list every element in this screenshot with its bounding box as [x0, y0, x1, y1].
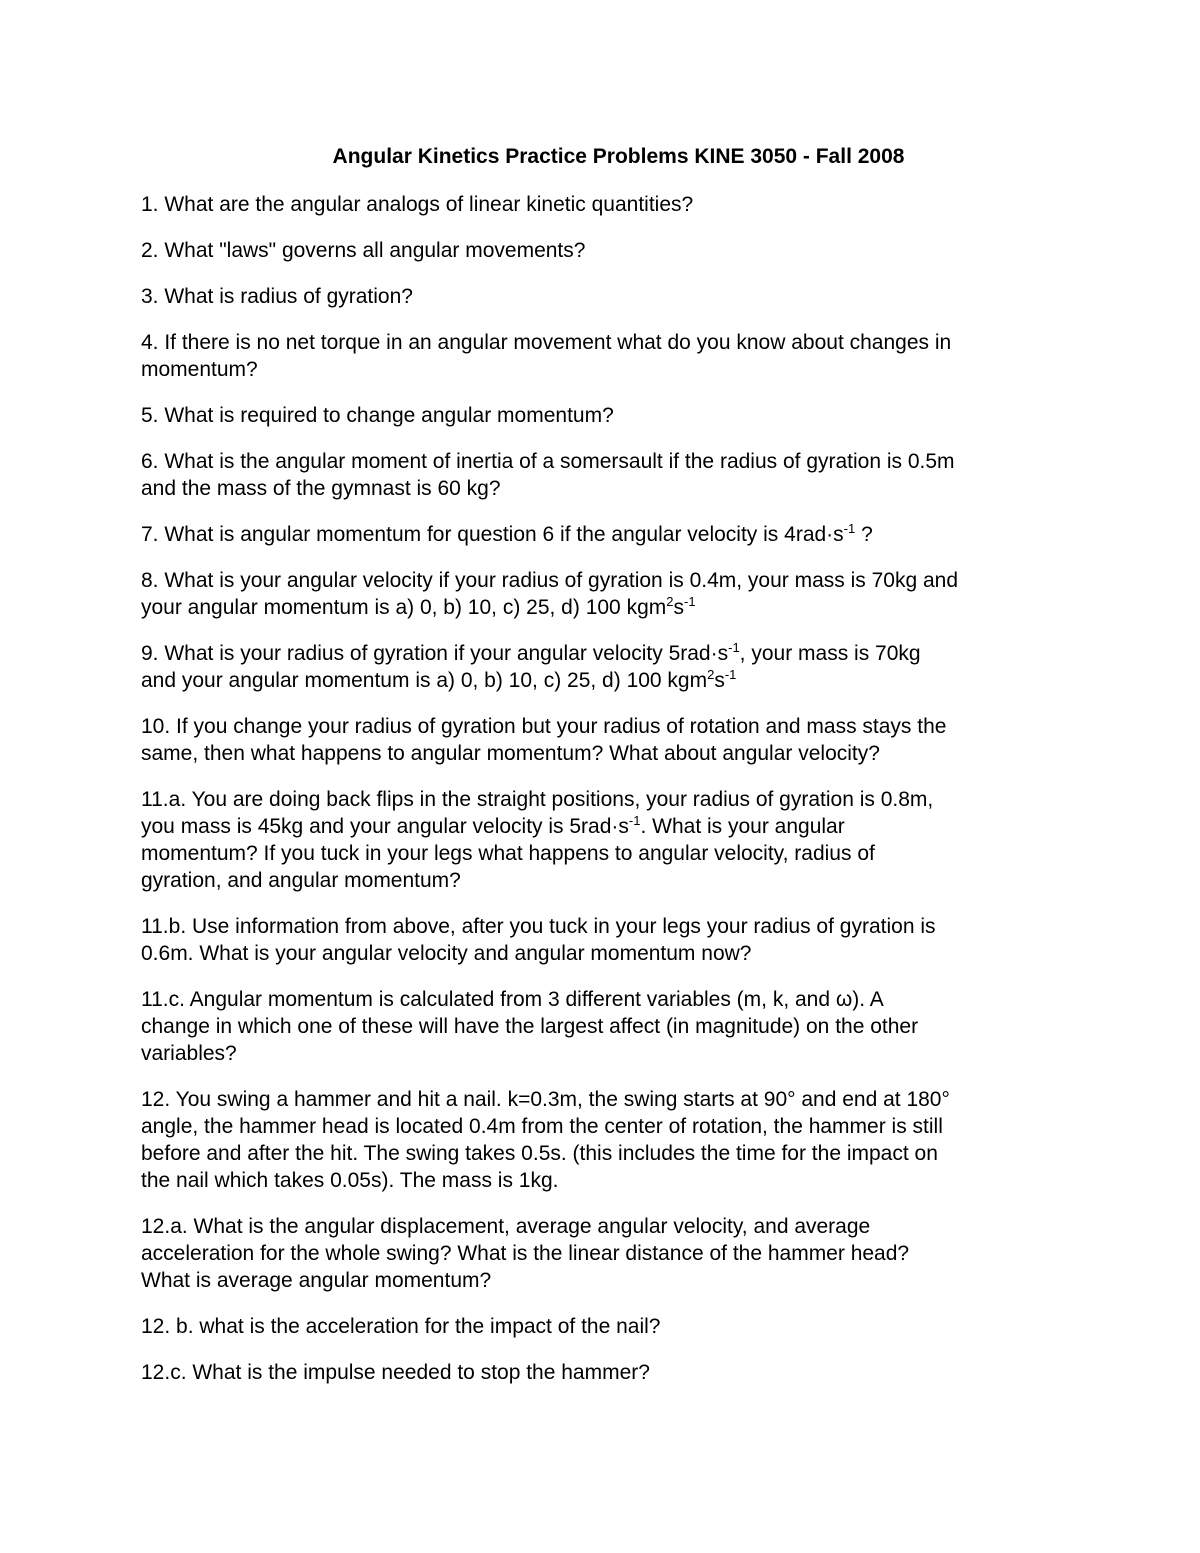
question-11c-line-1: 11.c. Angular momentum is calculated from 3 different variables (m, k, and ω). A — [141, 988, 884, 1011]
question-7-text: 7. What is angular momentum for question 6 if the angular velocity is 4rad·s — [141, 523, 844, 546]
question-7-superscript: -1 — [843, 521, 856, 536]
question-11a — [141, 786, 1066, 894]
question-8-line-2: your angular momentum is a) 0, b) 10, c) 25, d) 100 kgm — [141, 596, 667, 619]
question-9-unit-s: s — [714, 669, 725, 692]
question-10-line-1: 10. If you change your radius of gyration but your radius of rotation and mass stays the — [141, 715, 947, 738]
question-10-line-2: same, then what happens to angular momentum? What about angular velocity? — [141, 742, 880, 765]
question-11a-line-3: momentum? If you tuck in your legs what happens to angular velocity, radius of — [141, 842, 875, 865]
question-9-sup-squared: 2 — [707, 667, 715, 682]
question-3-text: 3. What is radius of gyration? — [141, 285, 413, 308]
document-title: Angular Kinetics Practice Problems KINE 3050 - Fall 2008 — [332, 145, 905, 168]
question-11c-line-3: variables? — [141, 1042, 237, 1065]
document-page — [141, 143, 1066, 1405]
question-12a — [141, 1213, 1066, 1294]
question-11a-line-4: gyration, and angular momentum? — [141, 869, 461, 892]
question-11b — [141, 913, 1066, 967]
question-5-text: 5. What is required to change angular momentum? — [141, 404, 614, 427]
question-5 — [141, 402, 1066, 429]
question-8-sup-inverse: -1 — [683, 594, 696, 609]
question-1 — [141, 191, 1066, 218]
question-11c-line-2: change in which one of these will have the largest affect (in magnitude) on the other — [141, 1015, 919, 1038]
question-12-line-2: angle, the hammer head is located 0.4m from the center of rotation, the hammer is still — [141, 1115, 943, 1138]
question-12c-text: 12.c. What is the impulse needed to stop the hammer? — [141, 1361, 650, 1384]
question-7 — [141, 521, 1066, 548]
question-9-line-2: and your angular momentum is a) 0, b) 10, c) 25, d) 100 kgm — [141, 669, 708, 692]
question-11a-superscript: -1 — [628, 813, 641, 828]
question-8-unit-s: s — [673, 596, 684, 619]
question-1-text: 1. What are the angular analogs of linear kinetic quantities? — [141, 193, 694, 216]
question-11b-line-2: 0.6m. What is your angular velocity and angular momentum now? — [141, 942, 752, 965]
question-12-line-3: before and after the hit. The swing takes 0.5s. (this includes the time for the impact on — [141, 1142, 938, 1165]
question-10 — [141, 713, 1066, 767]
question-9-line-1: 9. What is your radius of gyration if your angular velocity 5rad·s — [141, 642, 729, 665]
question-12c — [141, 1359, 1066, 1386]
question-11a-line-2: you mass is 45kg and your angular velocity is 5rad·s — [141, 815, 629, 838]
question-4-line-2: momentum? — [141, 358, 258, 381]
question-12-line-4: the nail which takes 0.05s). The mass is 1kg. — [141, 1169, 559, 1192]
question-9-sup-inverse-a: -1 — [728, 640, 740, 655]
question-11c — [141, 986, 1066, 1067]
question-12a-line-2: acceleration for the whole swing? What is the linear distance of the hammer head? — [141, 1242, 910, 1265]
question-4-line-1: 4. If there is no net torque in an angular movement what do you know about changes in — [141, 331, 952, 354]
question-3 — [141, 283, 1066, 310]
question-11a-line-2-end: . What is your angular — [640, 815, 845, 838]
question-8-line-1: 8. What is your angular velocity if your radius of gyration is 0.4m, your mass is 70kg and — [141, 569, 959, 592]
question-4 — [141, 329, 1066, 383]
question-12b — [141, 1313, 1066, 1340]
question-9-line-1-end: , your mass is 70kg — [739, 642, 921, 665]
question-12-line-1: 12. You swing a hammer and hit a nail. k=0.3m, the swing starts at 90° and end at 180° — [141, 1088, 950, 1111]
question-9 — [141, 640, 1066, 694]
question-6-line-1: 6. What is the angular moment of inertia of a somersault if the radius of gyration is 0.5m — [141, 450, 955, 473]
question-12a-line-3: What is average angular momentum? — [141, 1269, 492, 1292]
question-8 — [141, 567, 1066, 621]
question-11a-line-1: 11.a. You are doing back flips in the straight positions, your radius of gyration is 0.8m, — [141, 788, 934, 811]
question-2 — [141, 237, 1066, 264]
question-7-end: ? — [861, 523, 873, 546]
question-12a-line-1: 12.a. What is the angular displacement, average angular velocity, and average — [141, 1215, 871, 1238]
question-6-line-2: and the mass of the gymnast is 60 kg? — [141, 477, 501, 500]
question-12b-text: 12. b. what is the acceleration for the impact of the nail? — [141, 1315, 661, 1338]
question-6 — [141, 448, 1066, 502]
question-8-sup-squared: 2 — [666, 594, 674, 609]
question-9-sup-inverse-b: -1 — [724, 667, 737, 682]
question-12 — [141, 1086, 1066, 1194]
question-2-text: 2. What "laws" governs all angular movements? — [141, 239, 586, 262]
question-11b-line-1: 11.b. Use information from above, after you tuck in your legs your radius of gyration is — [141, 915, 936, 938]
